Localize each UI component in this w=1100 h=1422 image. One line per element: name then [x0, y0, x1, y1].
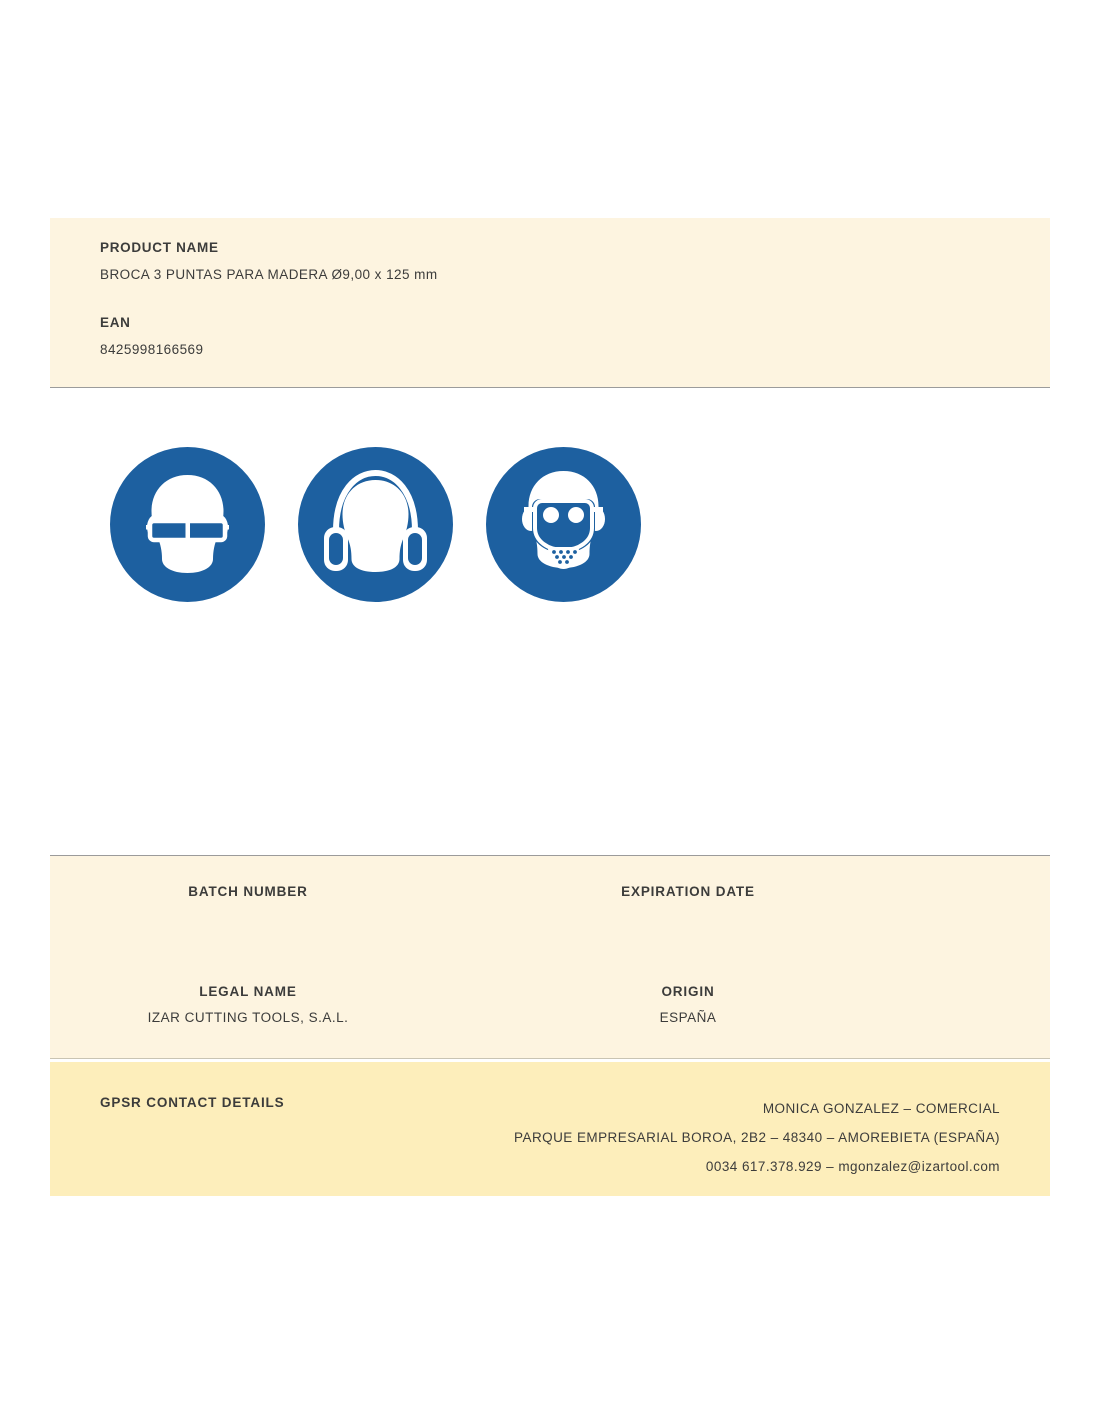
product-name-value: BROCA 3 PUNTAS PARA MADERA Ø9,00 x 125 mm [100, 267, 438, 282]
spacer [100, 282, 1000, 315]
batch-number-label: BATCH NUMBER [188, 884, 308, 899]
contact-address: PARQUE EMPRESARIAL BOROA, 2B2 – 48340 – AMOREBIETA (ESPAÑA) [514, 1130, 1000, 1145]
ean-label: EAN [100, 315, 131, 330]
contact-person: MONICA GONZALEZ – COMERCIAL [762, 1101, 1000, 1116]
wear-ear-protection-icon [298, 447, 453, 602]
batch-expiration-row [50, 884, 1050, 928]
batch-number-value [8, 910, 488, 928]
product-name-label: PRODUCT NAME [100, 240, 219, 255]
origin-label: ORIGIN [661, 984, 715, 999]
safety-pictograms [110, 447, 641, 602]
expiration-date-value [448, 910, 928, 928]
wear-respiratory-protection-icon [486, 447, 641, 602]
contact-phone-email: 0034 617.378.929 – mgonzalez@izartool.com [705, 1159, 1000, 1174]
gpsr-contact-label: GPSR CONTACT DETAILS [100, 1095, 285, 1110]
spacer [50, 928, 1050, 984]
expiration-date-label: EXPIRATION DATE [621, 884, 755, 899]
origin-cell [438, 984, 938, 1028]
ean-value: 8425998166569 [100, 342, 204, 357]
legal-name-value: IZAR CUTTING TOOLS, S.A.L. [147, 1010, 349, 1025]
legal-name-cell [0, 984, 498, 1028]
gpsr-contact-details [514, 1094, 1000, 1181]
legal-origin-row [50, 984, 1050, 1028]
batch-number-cell [0, 884, 498, 928]
product-details-block [50, 855, 1050, 1059]
expiration-date-cell [438, 884, 938, 928]
legal-name-label: LEGAL NAME [199, 984, 297, 999]
product-info-block [50, 218, 1050, 388]
gpsr-contact-block [50, 1062, 1050, 1196]
origin-value: ESPAÑA [659, 1010, 717, 1025]
wear-eye-protection-icon [110, 447, 265, 602]
